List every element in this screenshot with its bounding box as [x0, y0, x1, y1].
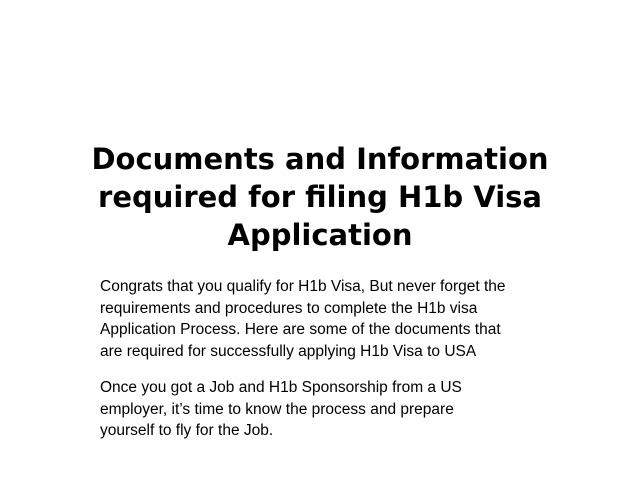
title-line: required for filing H1b Visa	[98, 180, 542, 214]
paragraph-line: Application Process. Here are some of the documents that	[100, 321, 501, 338]
slide-body	[100, 276, 570, 442]
intro-paragraph	[100, 276, 570, 362]
title-line: Documents and Information	[91, 142, 549, 176]
paragraph-line: Once you got a Job and H1b Sponsorship from a US	[100, 379, 462, 396]
paragraph-line: are required for successfully applying H1b Visa to USA	[100, 342, 477, 360]
slide-title	[70, 140, 570, 254]
title-line: Application	[227, 218, 413, 252]
sponsorship-paragraph	[100, 377, 570, 442]
paragraph-line: employer, it’s time to know the process and prepare	[100, 400, 454, 418]
paragraph-line: Congrats that you qualify for H1b Visa, But never forget the	[100, 278, 506, 295]
paragraph-line: requirements and procedures to complete the H1b visa	[100, 299, 478, 317]
paragraph-line: yourself to fly for the Job.	[100, 422, 274, 439]
